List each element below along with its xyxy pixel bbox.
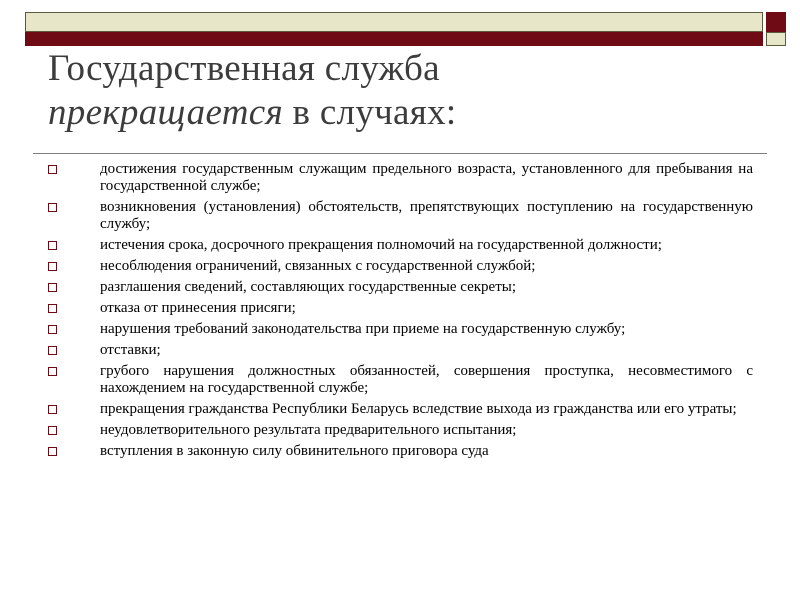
square-bullet-icon — [48, 241, 57, 250]
square-bullet-icon — [48, 447, 57, 456]
header-square-maroon — [766, 12, 786, 32]
square-bullet-icon — [48, 283, 57, 292]
list-item-text: истечения срока, досрочного прекращения полномочий на государственной должности; — [100, 237, 662, 253]
list-item — [48, 342, 753, 359]
list-item — [48, 258, 753, 275]
square-bullet-icon — [48, 304, 57, 313]
list-item-text: возникновения (установления) обстоятельств, препятствующих поступлению на государственную службу; — [100, 199, 753, 232]
square-bullet-icon — [48, 405, 57, 414]
list-item — [48, 443, 753, 460]
title-rest: в случаях: — [282, 92, 457, 133]
slide-title — [48, 47, 748, 135]
header-square-olive — [766, 32, 786, 46]
list-item-text: неудовлетворительного результата предварительного испытания; — [100, 422, 517, 438]
square-bullet-icon — [48, 203, 57, 212]
bullet-list — [48, 161, 753, 464]
square-bullet-icon — [48, 165, 57, 174]
list-item-text: нарушения требований законодательства при приеме на государственную службу; — [100, 321, 626, 337]
square-bullet-icon — [48, 426, 57, 435]
list-item-text: несоблюдения ограничений, связанных с государственной службой; — [100, 258, 536, 274]
list-item-text: отказа от принесения присяги; — [100, 300, 296, 316]
square-bullet-icon — [48, 346, 57, 355]
title-line-2 — [48, 91, 748, 135]
list-item — [48, 199, 753, 233]
title-divider — [33, 153, 767, 154]
square-bullet-icon — [48, 367, 57, 376]
list-item — [48, 363, 753, 397]
list-item — [48, 401, 753, 418]
list-item — [48, 279, 753, 296]
list-item-text: разглашения сведений, составляющих государственные секреты; — [100, 279, 517, 295]
list-item-text: грубого нарушения должностных обязанностей, совершения проступка, несовместимого с нахождением на государственной службе; — [100, 363, 753, 396]
square-bullet-icon — [48, 262, 57, 271]
title-line-1: Государственная служба — [48, 48, 440, 89]
list-item — [48, 161, 753, 195]
header-bar-maroon — [25, 32, 763, 46]
list-item-text: достижения государственным служащим предельного возраста, установленного для пребывания на государственной службе; — [100, 161, 753, 194]
list-item-text: вступления в законную силу обвинительного приговора суда — [100, 443, 489, 459]
list-item — [48, 237, 753, 254]
list-item — [48, 321, 753, 338]
header-bar-olive — [25, 12, 763, 32]
list-item — [48, 422, 753, 439]
list-item-text: прекращения гражданства Республики Беларусь вследствие выхода из гражданства или его утраты; — [100, 401, 737, 417]
list-item-text: отставки; — [100, 342, 161, 358]
title-emphasis: прекращается — [48, 92, 283, 133]
list-item — [48, 300, 753, 317]
square-bullet-icon — [48, 325, 57, 334]
